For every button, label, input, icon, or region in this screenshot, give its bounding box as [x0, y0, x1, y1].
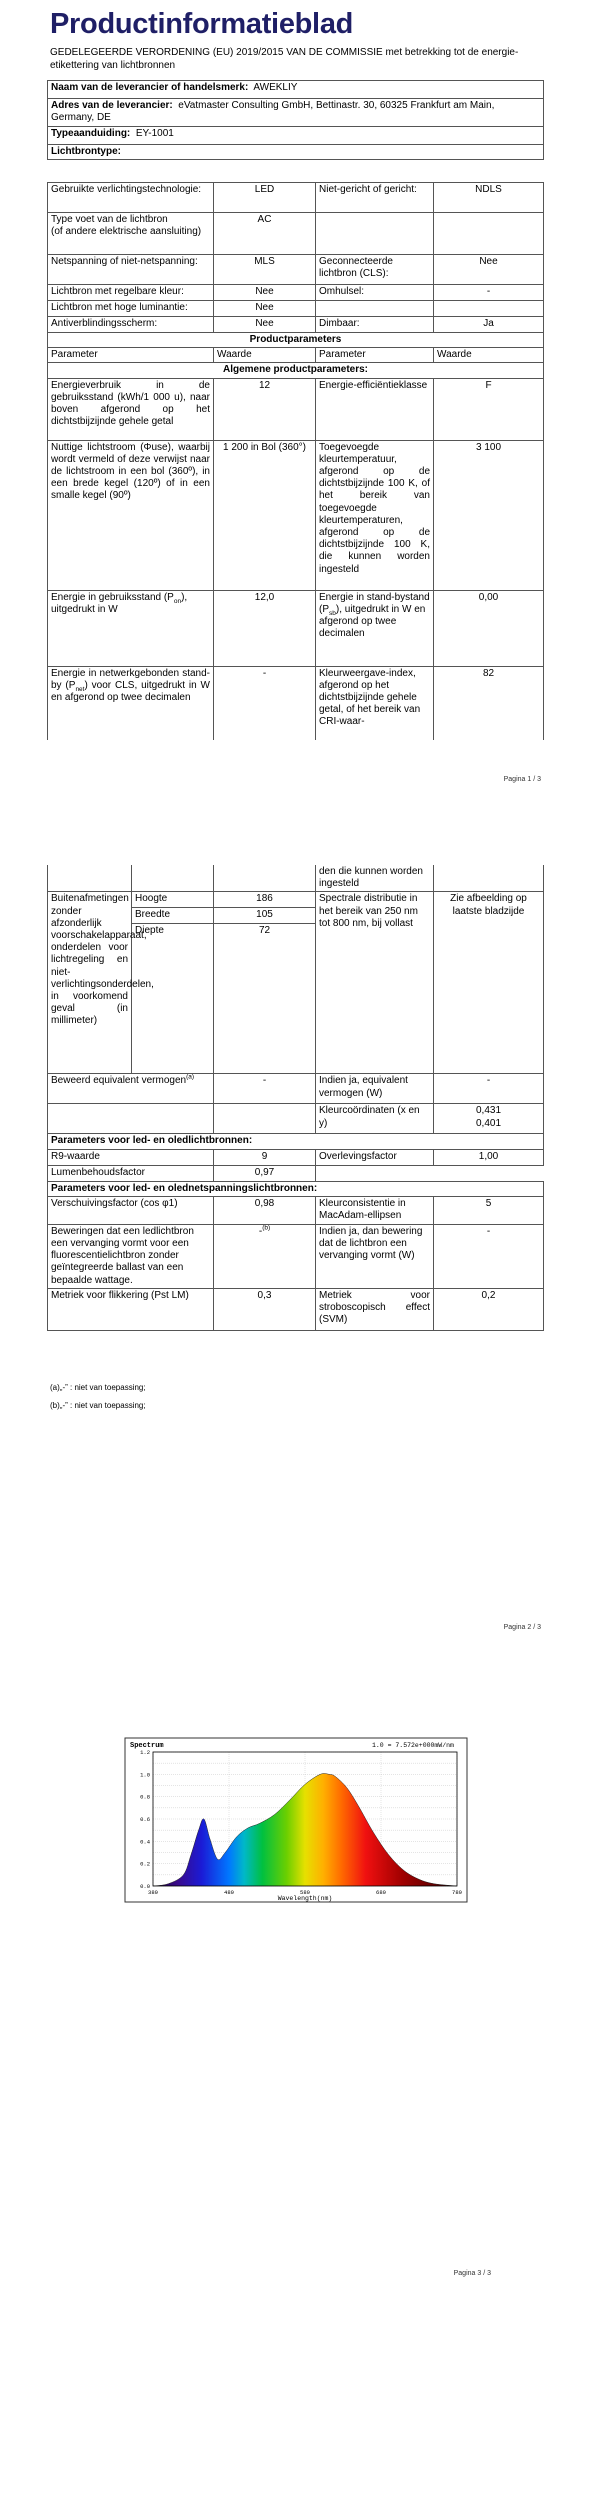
page-number: Pagina 2 / 3: [503, 1624, 541, 1631]
cri-value: 82: [434, 666, 544, 740]
on-mode-power-value: 12,0: [214, 590, 316, 666]
y-tick-label: 1.2: [140, 1749, 150, 1756]
height-value: 186: [214, 892, 316, 908]
displacement-factor-value: 0,98: [214, 1196, 316, 1224]
chromaticity-label: Kleurcoördinaten (x en y): [316, 1104, 434, 1134]
lumen-maintenance-label: Lumenbehoudsfactor: [48, 1165, 214, 1181]
directional-label: Niet-gericht of gericht:: [316, 183, 434, 213]
cls-value: Nee: [434, 255, 544, 285]
displacement-factor-label: Verschuivingsfactor (cos φ1): [48, 1196, 214, 1224]
networked-standby-value: -: [214, 666, 316, 740]
cls-label: Geconnecteerde lichtbron (CLS):: [316, 255, 434, 285]
depth-label: Diepte: [132, 924, 214, 1074]
col-value-header-2: Waarde: [434, 348, 544, 363]
dimmable-value: Ja: [434, 317, 544, 333]
equivalent-power-label: Indien ja, equivalent vermogen (W): [316, 1074, 434, 1104]
tunable-label: Lichtbron met regelbare kleur:: [48, 285, 214, 301]
chromaticity-value: 0,431 0,401: [434, 1104, 544, 1134]
replacement-claim-value: -$^{(b)}$: [214, 1224, 316, 1288]
footnote-b: (b)„-” : niet van toepassing;: [50, 1401, 146, 1410]
spectrum-chart: [125, 1738, 467, 1902]
replacement-claim-label: Beweringen dat een ledlichtbron een vervanging vormt voor een fluorescentielichtbron zonder geïntegreerde ballast van een bepaalde wattage.: [48, 1224, 214, 1288]
envelope-label: Omhulsel:: [316, 285, 434, 301]
survival-factor-label: Overlevingsfactor: [316, 1149, 434, 1165]
high-luminance-label: Lichtbron met hoge luminantie:: [48, 301, 214, 317]
lightsource-type-heading: Lichtbrontype:: [48, 145, 544, 160]
spectral-distribution-value: Zie afbeelding op laatste bladzijde: [434, 892, 544, 1074]
y-tick-label: 1.0: [140, 1771, 150, 1779]
energy-consumption-value: 12: [214, 378, 316, 440]
mains-led-parameters-heading: Parameters voor led- en olednetspanningslichtbronnen:: [48, 1181, 544, 1196]
parameters-continued-table: [47, 865, 544, 1331]
claimed-equivalent-value: -: [214, 1074, 316, 1104]
col-parameter-header-2: Parameter: [316, 348, 434, 363]
model-identifier-cell: Typeaanduiding: EY-1001: [48, 127, 544, 145]
claimed-equivalent-label: Beweerd equivalent vermogen$^{(a)}$: [48, 1074, 214, 1104]
y-tick-label: 0.2: [140, 1860, 150, 1868]
x-tick-label: 380: [148, 1889, 158, 1896]
general-parameters-heading: Algemene productparameters:: [48, 363, 544, 378]
dimensions-label: Buitenafmetingen zonder afzonderlijk voorschakelapparaat, onderdelen voor lichtregeling en niet-verlichtingsonderdelen, in voorkomend geval (in millimeter): [48, 892, 132, 1074]
energy-consumption-label: Energieverbruik in de gebruiksstand (kWh/1 000 u), naar boven afgerond op het dichtstbijzijnde gehele getal: [48, 378, 214, 440]
mains-label: Netspanning of niet-netspanning:: [48, 255, 214, 285]
x-tick-label: 680: [376, 1889, 386, 1896]
high-luminance-value: Nee: [214, 301, 316, 317]
technology-label: Gebruikte verlichtingstechnologie:: [48, 183, 214, 213]
chart-annotation: 1.0 = 7.572e+000mW/nm: [372, 1742, 454, 1749]
energy-class-value: F: [434, 378, 544, 440]
mains-value: MLS: [214, 255, 316, 285]
useful-flux-label: Nuttige lichtstroom (Φuse), waarbij wordt vermeld of deze verwijst naar de lichtstroom in een bol (360º), in een brede kegel (120º) of in een smalle kegel (90º): [48, 440, 214, 590]
r9-label: R9-waarde: [48, 1149, 214, 1165]
tunable-value: Nee: [214, 285, 316, 301]
stroboscopic-metric-value: 0,2: [434, 1288, 544, 1330]
x-axis-label: Wavelength(nm): [277, 1895, 333, 1902]
energy-class-label: Energie-efficiëntieklasse: [316, 378, 434, 440]
standby-power-value: 0,00: [434, 590, 544, 666]
cri-label-continued: den die kunnen worden ingesteld: [316, 865, 434, 892]
anti-glare-value: Nee: [214, 317, 316, 333]
width-value: 105: [214, 908, 316, 924]
page-3: [0, 1690, 591, 2510]
document-subtitle: GEDELEGEERDE VERORDENING (EU) 2019/2015 VAN DE COMMISSIE met betrekking tot de energie-etikettering van lichtbronnen: [50, 47, 519, 71]
height-label: Hoogte: [132, 892, 214, 908]
x-tick-label: 780: [452, 1889, 462, 1896]
col-parameter-header: Parameter: [48, 348, 214, 363]
y-tick-label: 0.0: [140, 1883, 150, 1890]
technology-value: LED: [214, 183, 316, 213]
dimmable-label: Dimbaar:: [316, 317, 434, 333]
cri-label: Kleurweergave-index, afgerond op het dichtstbijzijnde gehele getal, of het bereik van CRI-waar-: [316, 666, 434, 740]
page-2: [0, 840, 591, 1630]
chart-title: Spectrum: [130, 1742, 164, 1750]
cap-type-label: Type voet van de lichtbron (of andere elektrische aansluiting): [48, 213, 214, 255]
networked-standby-label: Energie in netwerkgebonden stand-by $(P_{net})$ voor CLS, uitgedrukt in W en afgerond op twee decimalen: [48, 666, 214, 740]
useful-flux-value: 1 200 in Bol (360°): [214, 440, 316, 590]
standby-power-label: Energie in stand-bystand $(P_{sb})$, uitgedrukt in W en afgerond op twee decimalen: [316, 590, 434, 666]
footnote-a: (a)„-” : niet van toepassing;: [50, 1383, 146, 1392]
flicker-metric-label: Metriek voor flikkering (Pst LM): [48, 1288, 214, 1330]
colour-temperature-value: 3 100: [434, 440, 544, 590]
product-parameters-heading: Productparameters: [48, 333, 544, 348]
anti-glare-label: Antiverblindingsscherm:: [48, 317, 214, 333]
supplier-name-cell: Naam van de leverancier of handelsmerk: AWEKLIY: [48, 81, 544, 99]
on-mode-power-label: Energie in gebruiksstand $(P_{on})$, uitgedrukt in W: [48, 590, 214, 666]
lumen-maintenance-value: 0,97: [214, 1165, 316, 1181]
r9-value: 9: [214, 1149, 316, 1165]
document-title: Productinformatieblad: [50, 8, 354, 40]
replacement-power-value: -: [434, 1224, 544, 1288]
page-number: Pagina 1 / 3: [503, 776, 541, 783]
x-tick-label: 580: [300, 1889, 310, 1896]
page-number: Pagina 3 / 3: [453, 2270, 491, 2277]
stroboscopic-metric-label: Metriek voor stroboscopisch effect (SVM): [316, 1288, 434, 1330]
spectral-distribution-label: Spectrale distributie in het bereik van 250 nm tot 800 nm, bij vollast: [316, 892, 434, 1074]
x-tick-label: 480: [224, 1889, 234, 1896]
lightsource-type-table: [47, 182, 544, 740]
width-label: Breedte: [132, 908, 214, 924]
page-1: [0, 0, 591, 790]
y-tick-label: 0.4: [140, 1838, 150, 1846]
colour-consistency-label: Kleurconsistentie in MacAdam-ellipsen: [316, 1196, 434, 1224]
equivalent-power-value: -: [434, 1074, 544, 1104]
colour-consistency-value: 5: [434, 1196, 544, 1224]
directional-value: NDLS: [434, 183, 544, 213]
supplier-table: [47, 80, 544, 160]
supplier-address-cell: Adres van de leverancier: eVatmaster Consulting GmbH, Bettinastr. 30, 60325 Frankfurt am Main, Germany, DE: [48, 99, 544, 127]
led-parameters-heading: Parameters voor led- en oledlichtbronnen:: [48, 1134, 544, 1149]
col-value-header: Waarde: [214, 348, 316, 363]
flicker-metric-value: 0,3: [214, 1288, 316, 1330]
cap-type-value: AC: [214, 213, 316, 255]
depth-value: 72: [214, 924, 316, 1074]
envelope-value: -: [434, 285, 544, 301]
y-tick-label: 0.8: [140, 1793, 150, 1801]
colour-temperature-label: Toegevoegde kleurtemperatuur, afgerond op de dichtstbijzijnde 100 K, of het bereik van toegevoegde kleurtemperaturen, afgerond op de dichtstbijzijnde 100 K, die kunnen worden ingesteld: [316, 440, 434, 590]
replacement-power-label: Indien ja, dan bewering dat de lichtbron een vervanging vormt (W): [316, 1224, 434, 1288]
y-tick-label: 0.6: [140, 1816, 150, 1823]
survival-factor-value: 1,00: [434, 1149, 544, 1165]
